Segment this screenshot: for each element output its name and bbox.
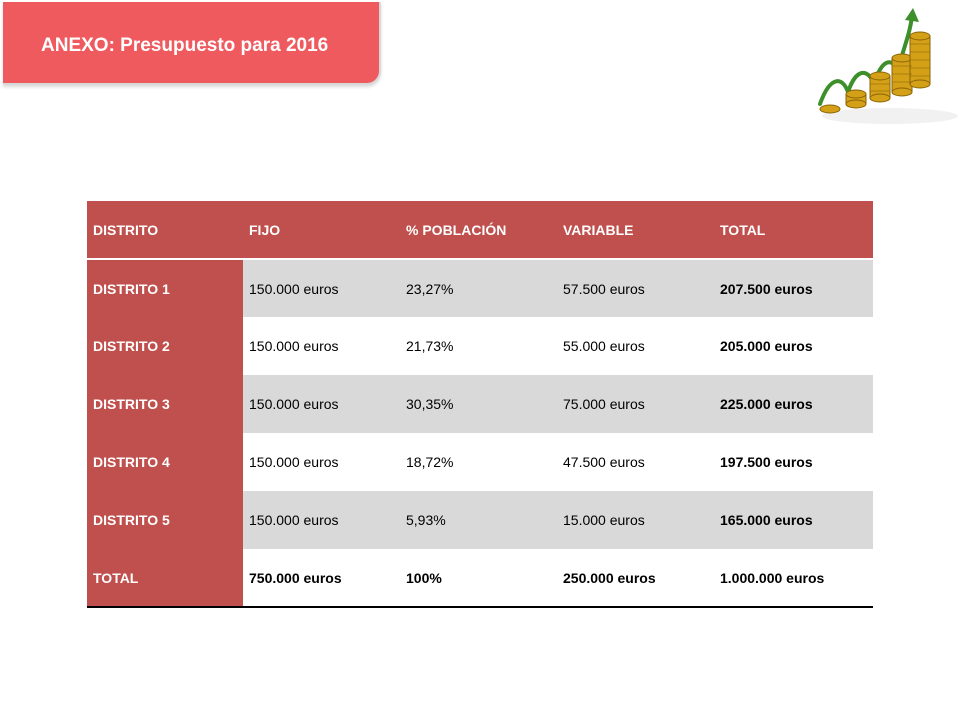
cell-poblacion: 21,73% — [400, 317, 557, 375]
table-header-row — [87, 201, 873, 259]
budget-table — [87, 201, 873, 608]
header-total: TOTAL — [714, 201, 873, 259]
cell-fijo: 150.000 euros — [243, 433, 400, 491]
cell-fijo: 150.000 euros — [243, 491, 400, 549]
cell-poblacion: 23,27% — [400, 259, 557, 317]
cell-fijo: 150.000 euros — [243, 375, 400, 433]
row-label: DISTRITO 5 — [87, 491, 243, 549]
table-row — [87, 317, 873, 375]
table-row — [87, 259, 873, 317]
cell-total: 165.000 euros — [714, 491, 873, 549]
cell-poblacion: 5,93% — [400, 491, 557, 549]
cell-poblacion: 30,35% — [400, 375, 557, 433]
cell-total: 197.500 euros — [714, 433, 873, 491]
table-total-row — [87, 549, 873, 607]
cell-total: 1.000.000 euros — [714, 549, 873, 607]
title-banner — [3, 2, 381, 85]
cell-poblacion: 100% — [400, 549, 557, 607]
cell-variable: 250.000 euros — [557, 549, 714, 607]
cell-total: 225.000 euros — [714, 375, 873, 433]
cell-variable: 75.000 euros — [557, 375, 714, 433]
growing-coin-stacks-arrow-icon — [812, 6, 960, 128]
header-variable: VARIABLE — [557, 201, 714, 259]
table-row — [87, 491, 873, 549]
header-poblacion: % POBLACIÓN — [400, 201, 557, 259]
cell-fijo: 150.000 euros — [243, 259, 400, 317]
header-fijo: FIJO — [243, 201, 400, 259]
row-label: DISTRITO 3 — [87, 375, 243, 433]
cell-variable: 57.500 euros — [557, 259, 714, 317]
row-label: TOTAL — [87, 549, 243, 607]
cell-poblacion: 18,72% — [400, 433, 557, 491]
cell-fijo: 150.000 euros — [243, 317, 400, 375]
cell-total: 207.500 euros — [714, 259, 873, 317]
cell-total: 205.000 euros — [714, 317, 873, 375]
table-row — [87, 433, 873, 491]
budget-table-container — [87, 201, 873, 608]
cell-variable: 47.500 euros — [557, 433, 714, 491]
row-label: DISTRITO 2 — [87, 317, 243, 375]
table-row — [87, 375, 873, 433]
row-label: DISTRITO 1 — [87, 259, 243, 317]
cell-variable: 15.000 euros — [557, 491, 714, 549]
page-title: ANEXO: Presupuesto para 2016 — [41, 35, 329, 56]
cell-variable: 55.000 euros — [557, 317, 714, 375]
row-label: DISTRITO 4 — [87, 433, 243, 491]
cell-fijo: 750.000 euros — [243, 549, 400, 607]
header-distrito: DISTRITO — [87, 201, 243, 259]
